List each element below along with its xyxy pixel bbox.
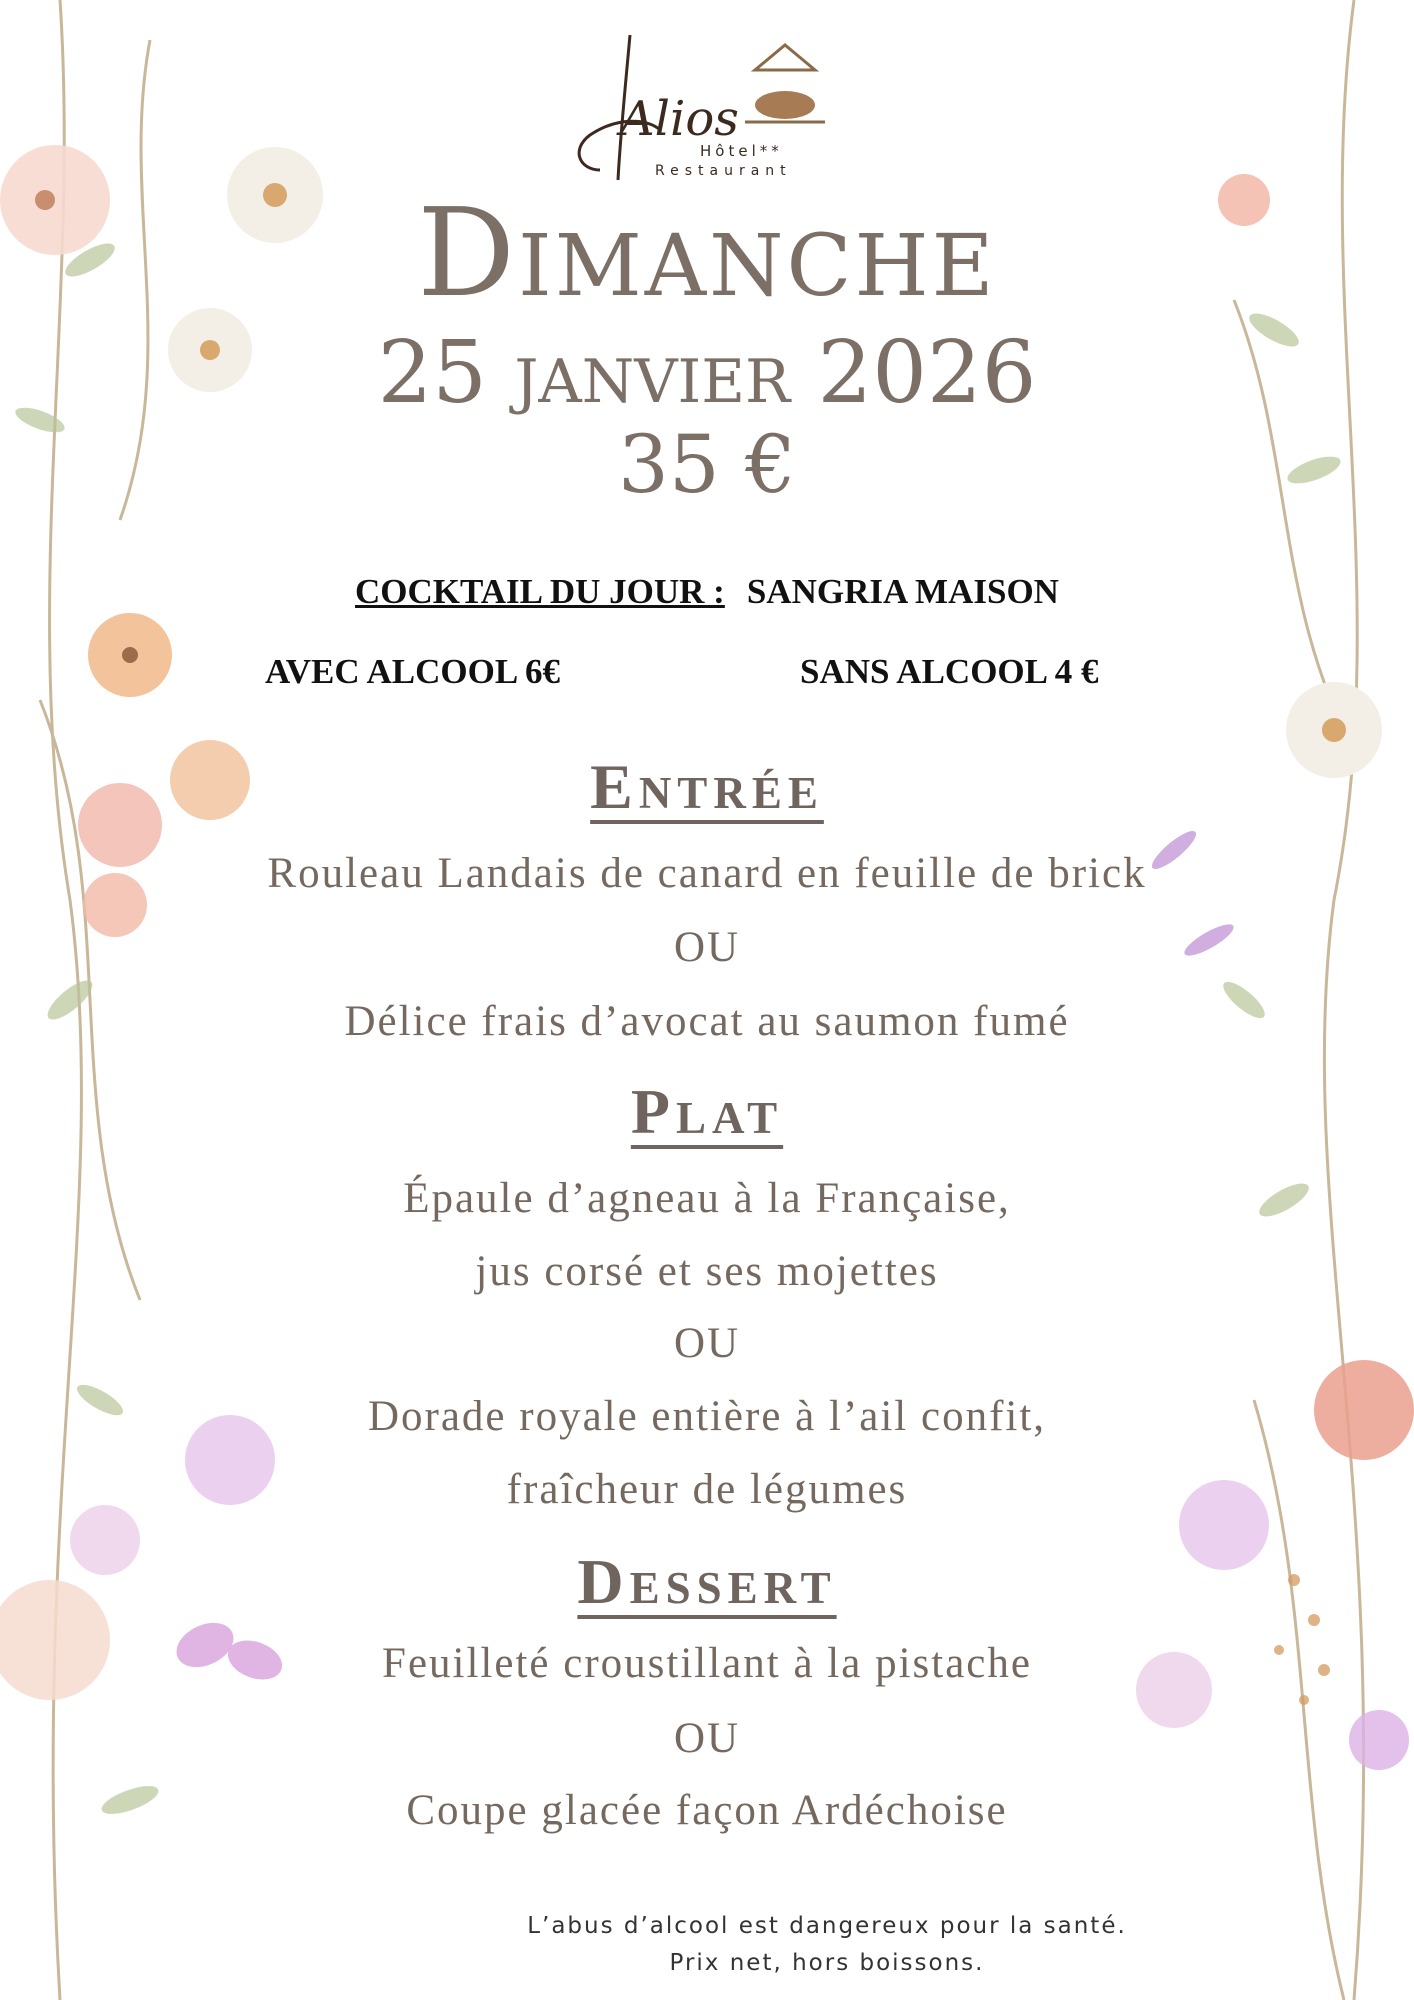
menu-date: 25 janvier 2026 xyxy=(377,323,1037,423)
menu-item: Épaule d’agneau à la Française, xyxy=(403,1175,1011,1222)
cocktail-label: COCKTAIL DU JOUR : xyxy=(355,572,725,611)
section-title-entree: Entrée xyxy=(590,751,824,822)
menu-item-or: OU xyxy=(673,1320,741,1367)
menu-item-or: OU xyxy=(673,1715,741,1762)
price-note: Prix net, hors boissons. xyxy=(669,1950,985,1976)
menu-item: Délice frais d’avocat au saumon fumé xyxy=(344,998,1070,1045)
page-title: Dimanche xyxy=(417,182,997,324)
menu-item: jus corsé et ses mojettes xyxy=(475,1248,939,1295)
section-title-dessert: Dessert xyxy=(577,1546,837,1617)
menu-price: 35 € xyxy=(617,418,797,511)
logo-line-restaurant: Restaurant xyxy=(655,163,792,179)
menu-item: Dorade royale entière à l’ail confit, xyxy=(367,1393,1047,1440)
flower-icon xyxy=(88,613,172,697)
cocktail-line xyxy=(0,572,1414,612)
section-title-plat: Plat xyxy=(630,1076,784,1147)
price-without-alcohol: SANS ALCOOL 4 € xyxy=(800,652,1099,691)
menu-item: fraîcheur de légumes xyxy=(506,1466,908,1513)
logo xyxy=(560,30,850,190)
price-with-alcohol: AVEC ALCOOL 6€ xyxy=(265,652,560,691)
menu-item: Coupe glacée façon Ardéchoise xyxy=(406,1787,1008,1834)
logo-line-hotel: Hôtel** xyxy=(700,142,783,160)
menu-item-or: OU xyxy=(673,924,741,971)
menu-item: Feuilleté croustillant à la pistache xyxy=(382,1640,1032,1687)
svg-text:Alios: Alios xyxy=(620,91,739,147)
cocktail-name: SANGRIA MAISON xyxy=(746,572,1059,611)
alcohol-warning: L’abus d’alcool est dangereux pour la santé. xyxy=(527,1913,1127,1939)
menu-item: Rouleau Landais de canard en feuille de brick xyxy=(267,850,1147,897)
